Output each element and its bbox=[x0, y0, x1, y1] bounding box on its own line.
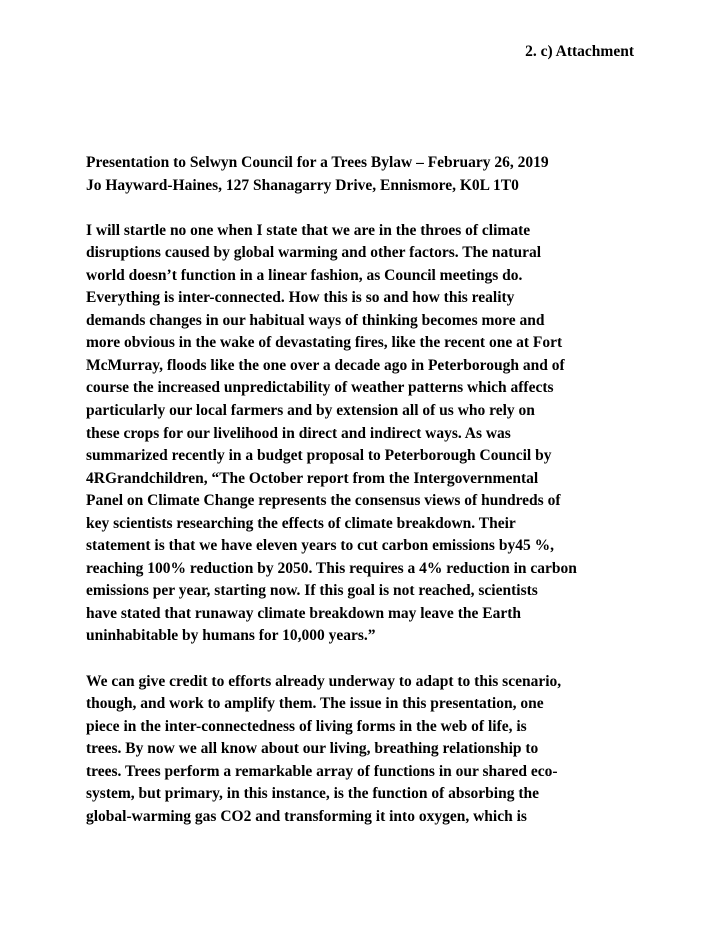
text-line: demands changes in our habitual ways of thinking becomes more and bbox=[86, 311, 545, 329]
presentation-title: Presentation to Selwyn Council for a Trees Bylaw – February 26, 2019 bbox=[86, 154, 549, 171]
text-line: summarized recently in a budget proposal to Peterborough Council by bbox=[86, 447, 552, 465]
text-line: course the increased unpredictability of weather patterns which affects bbox=[86, 379, 554, 397]
text-line: these crops for our livelihood in direct and indirect ways. As was bbox=[86, 424, 511, 442]
text-line: trees. Trees perform a remarkable array of functions in our shared eco- bbox=[86, 762, 558, 780]
paragraph-1 bbox=[86, 220, 646, 648]
text-line: 4RGrandchildren, “The October report from the Intergovernmental bbox=[86, 469, 539, 487]
text-line: world doesn’t function in a linear fashion, as Council meetings do. bbox=[86, 266, 523, 284]
text-line: though, and work to amplify them. The issue in this presentation, one bbox=[86, 695, 544, 713]
text-line: trees. By now we all know about our living, breathing relationship to bbox=[86, 740, 539, 758]
text-line: particularly our local farmers and by extension all of us who rely on bbox=[86, 402, 535, 420]
text-line: have stated that runaway climate breakdown may leave the Earth bbox=[86, 604, 521, 622]
text-line: reaching 100% reduction by 2050. This requires a 4% reduction in carbon bbox=[86, 559, 577, 577]
text-line: McMurray, floods like the one over a decade ago in Peterborough and of bbox=[86, 356, 565, 374]
text-line: system, but primary, in this instance, is the function of absorbing the bbox=[86, 785, 539, 803]
text-line: piece in the inter-connectedness of living forms in the web of life, is bbox=[86, 717, 527, 735]
author-line: Jo Hayward-Haines, 127 Shanagarry Drive, Ennismore, K0L 1T0 bbox=[86, 176, 519, 194]
text-line: I will startle no one when I state that we are in the throes of climate bbox=[86, 221, 531, 239]
text-line: We can give credit to efforts already underway to adapt to this scenario, bbox=[86, 672, 562, 690]
text-line: Everything is inter-connected. How this is so and how this reality bbox=[86, 289, 515, 307]
attachment-label: 2. c) Attachment bbox=[525, 43, 634, 60]
spacer bbox=[86, 648, 646, 671]
document-body bbox=[86, 152, 646, 828]
text-line: key scientists researching the effects of climate breakdown. Their bbox=[86, 514, 516, 532]
text-line: disruptions caused by global warming and other factors. The natural bbox=[86, 244, 542, 262]
text-line: more obvious in the wake of devastating fires, like the recent one at Fort bbox=[86, 334, 563, 352]
text-line: statement is that we have eleven years to cut carbon emissions by45 %, bbox=[86, 537, 554, 555]
text-line: global-warming gas CO2 and transforming it into oxygen, which is bbox=[86, 807, 527, 825]
spacer bbox=[86, 197, 646, 220]
paragraph-2 bbox=[86, 671, 646, 829]
text-line: emissions per year, starting now. If this goal is not reached, scientists bbox=[86, 582, 538, 600]
text-line: uninhabitable by humans for 10,000 years.” bbox=[86, 627, 376, 645]
text-line: Panel on Climate Change represents the consensus views of hundreds of bbox=[86, 492, 561, 510]
